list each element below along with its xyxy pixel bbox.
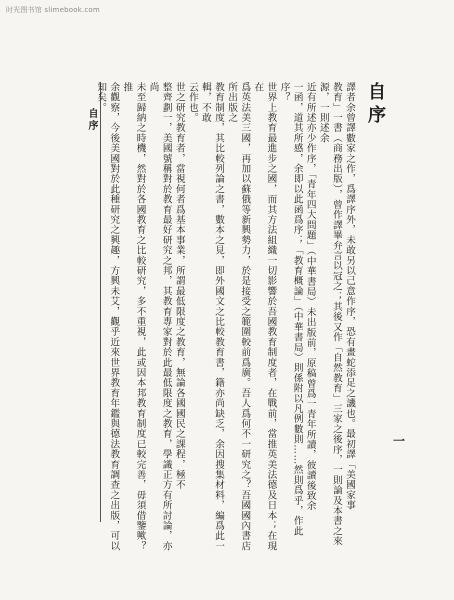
text-column: 譯者余曾譯數家之作，爲譯序外，未敢另以己意作序，恐有畫蛇添足之譏也。最初譯「美國家事 bbox=[344, 82, 355, 511]
page-title: 自序 bbox=[365, 82, 386, 128]
text-column: 教育」一書（商務出版），曾作譯畢弁言以冠之；其後又作「自然教育」三家之後序，一則論及本書之來源，一則述余 bbox=[317, 82, 342, 547]
text-column: 一函，道其所感，余即以此函爲序；「教育概論」（中華書局）則係附以凡例數則……然則爲乎，作此序？ bbox=[278, 82, 303, 537]
text-column: 世界上教育最進步之國，而其方法組織一切影響於吾國教育制度者，在戰前，當推英美法德及日本；在現在 bbox=[252, 82, 277, 552]
preface-body bbox=[95, 82, 386, 552]
text-column: 近有所述亦少作序，「青年四大問題」（中華書局）未出版前，原稿曾爲一青年所讀，彼讀後致余 bbox=[304, 82, 316, 511]
watermark-text: 时光图书馆 slimebook.com bbox=[6, 6, 100, 14]
text-column: 爲英法美三國，再加以蘇俄等新興勢力，於是接受之範圍較前爲廣。吾人爲何不一研究之？吾國國內書店所出版之 bbox=[226, 82, 251, 552]
page-number: 一 bbox=[393, 434, 406, 448]
running-head: 自序 bbox=[86, 108, 97, 132]
text-column: 余觀察，今後美國對於此種研究之興趣，方興未艾，觀乎近來世界教育年鑑與德法教育調查之出版，可以 bbox=[108, 82, 120, 552]
text-column: 云作也。 bbox=[186, 82, 198, 123]
text-column: 整齊劃一，美國號稱對於教育最好研究之邦，其教育專家對於此最低限度之教育，學識正方有所討論，亦尚 bbox=[147, 82, 172, 552]
text-column: 教育制度，其比較列論之書，數本之見，即外國文之比較教育書，籍亦尚缺乏，余因搜集材料，編爲此一輯，不敢 bbox=[199, 82, 225, 552]
text-column: 未至歸納之時機，然對於各國教育之比較研究，多不重視，此或因本邦教育制度已較完善，毋須借鑒歟？推 bbox=[121, 82, 146, 552]
text-column: 世之研究教育者，當視何者爲基本事業，所謂最低限度之教育，無論各國國民之課程，極不 bbox=[173, 82, 185, 490]
text-column: 知矣。 bbox=[95, 82, 107, 113]
